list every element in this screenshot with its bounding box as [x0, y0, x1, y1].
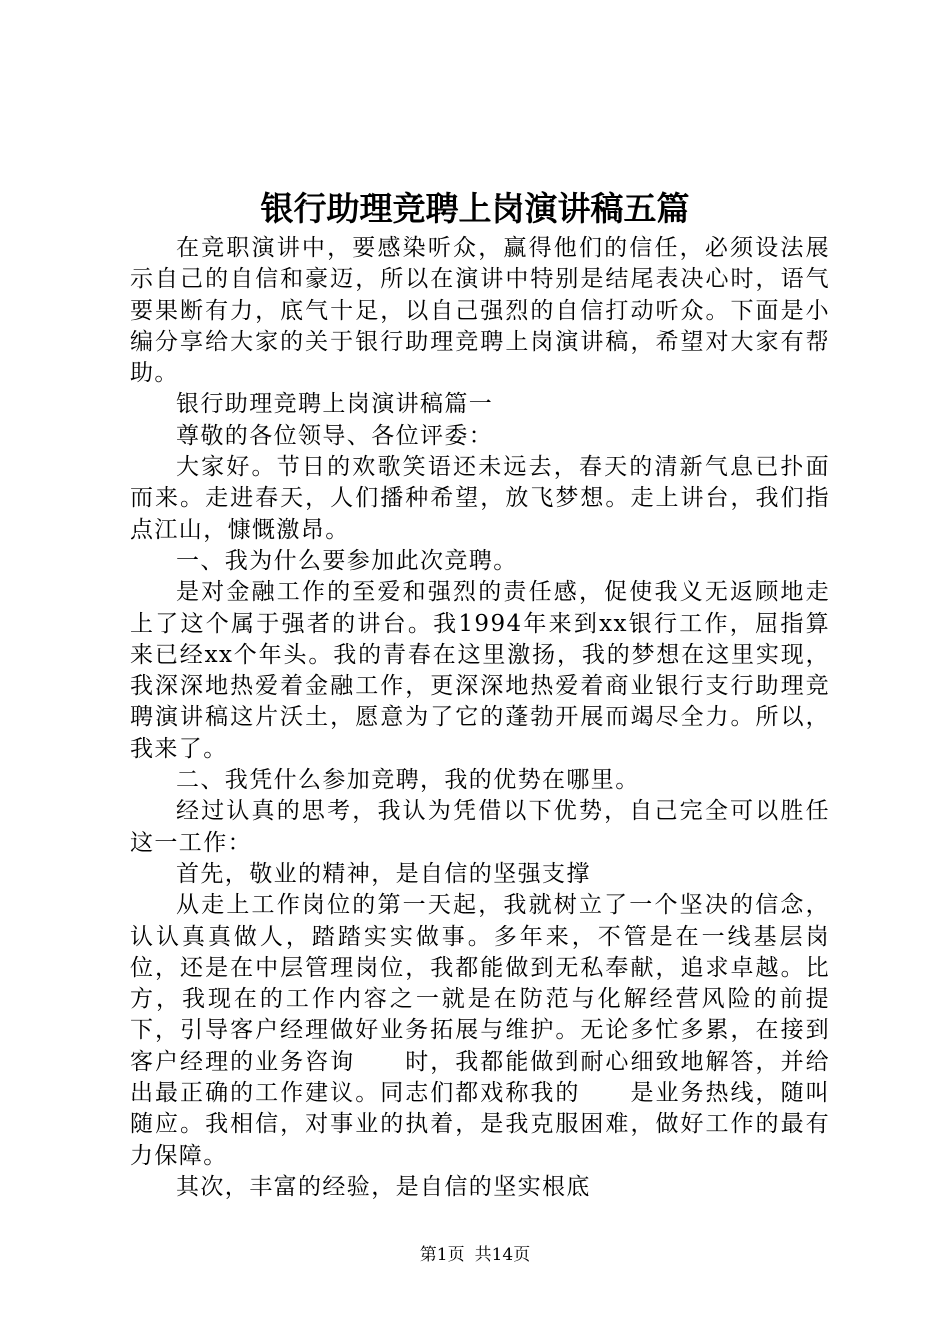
paragraph: 一、我为什么要参加此次竞聘。 — [176, 547, 518, 574]
paragraph: 经过认真的思考，我认为凭借以下优势，自己完全可以胜任这一工作： — [130, 798, 830, 856]
paragraph: 大家好。节日的欢歌笑语还未远去，春天的清新气息已扑面而来。走进春天，人们播种希望，放飞梦想。走上讲台，我们指点江山，慷慨激昂。 — [130, 454, 830, 543]
paragraph: 二、我凭什么参加竞聘，我的优势在哪里。 — [176, 767, 640, 794]
document-body — [130, 233, 830, 1203]
page-number: 第1页 — [419, 1245, 465, 1265]
document-title: 银行助理竞聘上岗演讲稿五篇 — [260, 189, 690, 228]
paragraph: 在竞职演讲中，要感染听众，赢得他们的信任，必须设法展示自己的自信和豪迈，所以在演讲中特别是结尾表决心时，语气要果断有力，底气十足，以自己强烈的自信打动听众。下面是小编分享给大家的关于银行助理竞聘上岗演讲稿，希望对大家有帮助。 — [130, 235, 830, 387]
page-total: 共14页 — [474, 1245, 531, 1265]
paragraph: 首先，敬业的精神，是自信的坚强支撑 — [176, 860, 591, 887]
paragraph: 其次，丰富的经验，是自信的坚实根底 — [176, 1173, 591, 1200]
paragraph: 尊敬的各位领导、各位评委： — [176, 422, 494, 449]
paragraph: 从走上工作岗位的第一天起，我就树立了一个坚决的信念，认认真真做人，踏踏实实做事。多年来，不管是在一线基层岗位，还是在中层管理岗位，我都能做到无私奉献，追求卓越。比方，我现在的工作内容之一就是在防范与化解经营风险的前提下，引导客户经理做好业务拓展与维护。无论多忙多累，在接到客户经理的业务咨询 时，我都能做到耐心细致地解答，并给出最正确的工作建议。同志们都戏称我的 是业务热线，随叫随应。我相信，对事业的执着，是我克服困难，做好工作的最有力保障。 — [130, 892, 830, 1169]
paragraph: 是对金融工作的至爱和强烈的责任感，促使我义无返顾地走上了这个属于强者的讲台。我1994年来到xx银行工作，屈指算来已经xx个年头。我的青春在这里激扬，我的梦想在这里实现，我深深地热爱着金融工作，更深深地热爱着商业银行支行助理竞聘演讲稿这片沃土，愿意为了它的蓬勃开展而竭尽全力。所以，我来了。 — [130, 579, 830, 762]
page-footer — [0, 1243, 950, 1267]
paragraph: 银行助理竞聘上岗演讲稿篇一 — [176, 391, 494, 418]
